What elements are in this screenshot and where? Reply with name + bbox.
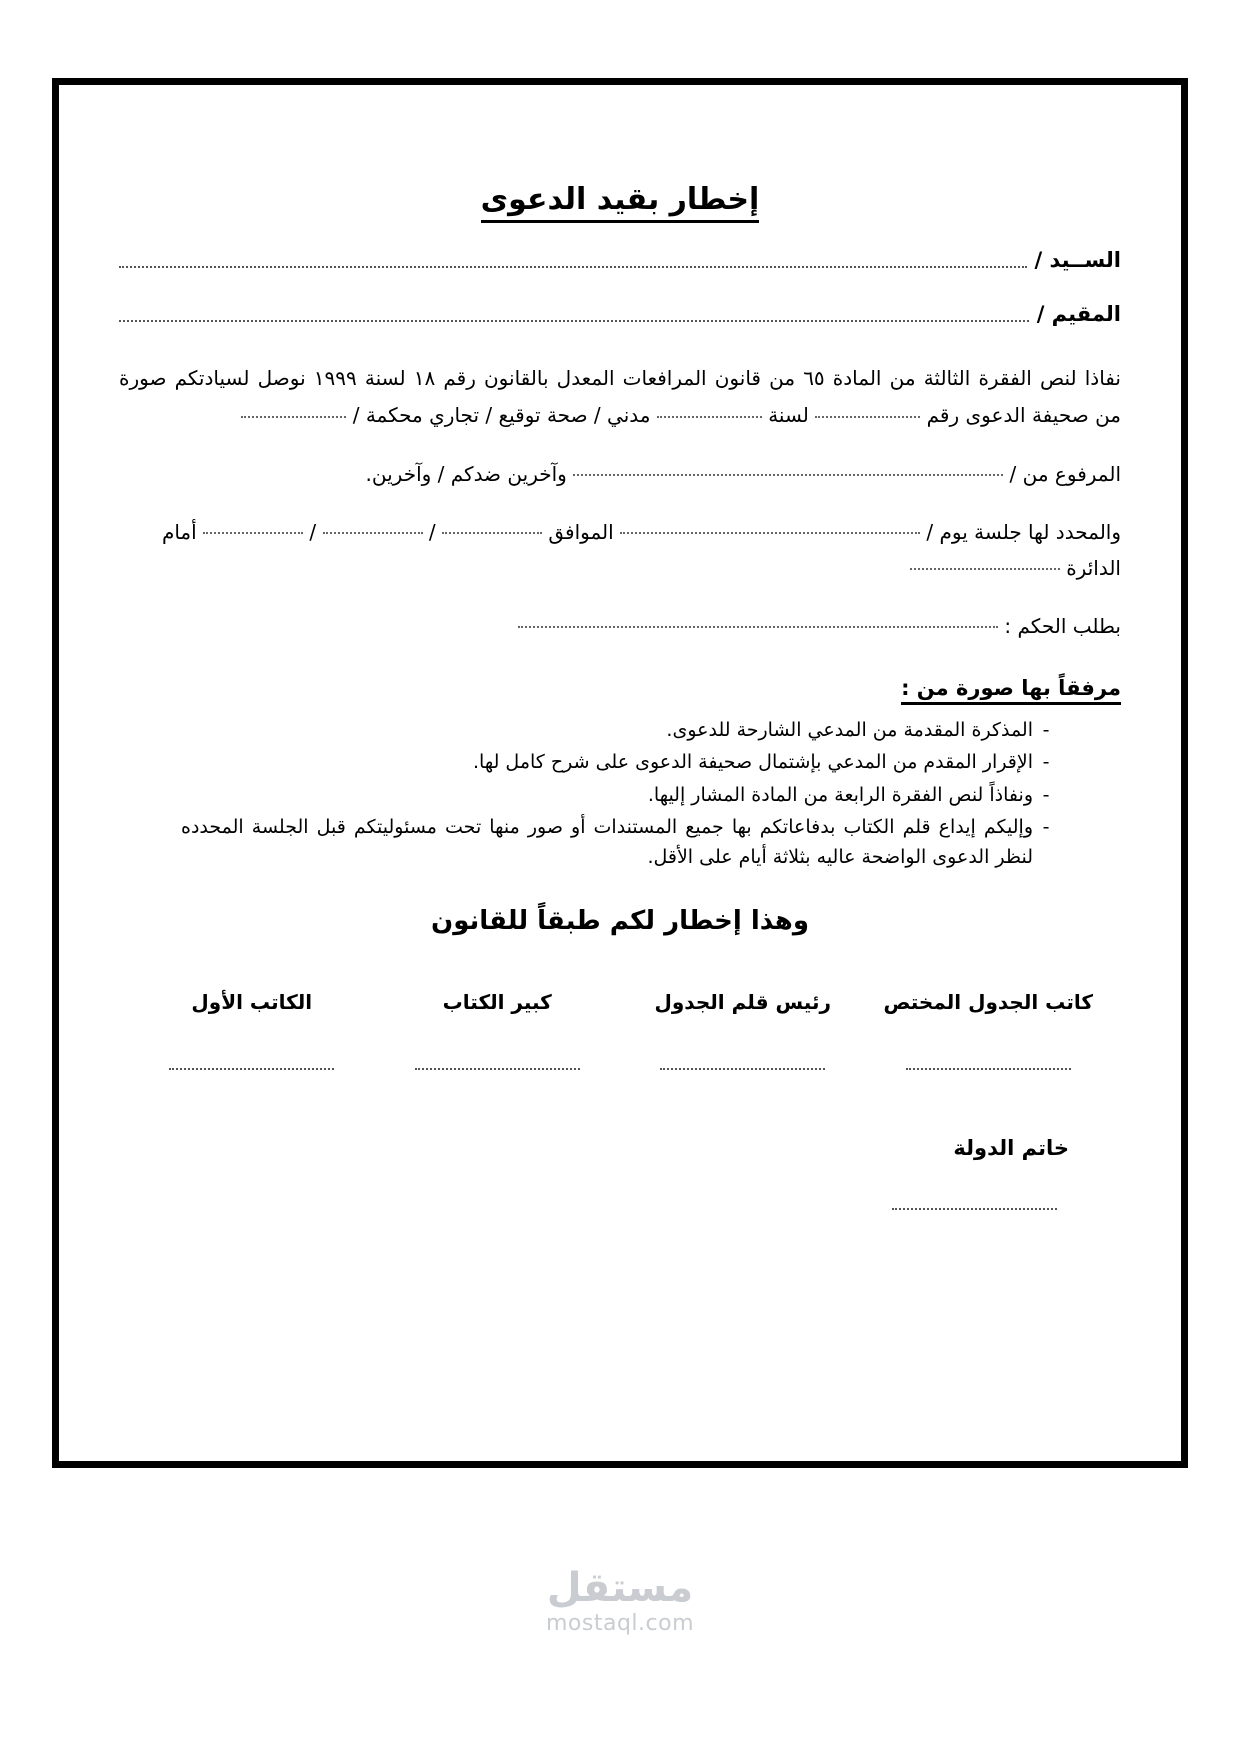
case-year-input[interactable] [657, 416, 762, 418]
hearing-date-sep-1: / [428, 520, 436, 544]
hearing-date-label: الموافق [548, 520, 614, 544]
hearing-date-day-input[interactable] [442, 532, 542, 534]
document-border [52, 78, 1188, 1468]
hearing-date-year-input[interactable] [203, 532, 303, 534]
list-item [181, 748, 1059, 777]
field-row-addressee [119, 248, 1121, 272]
state-stamp-title: خاتم الدولة [953, 1136, 1069, 1161]
judgment-request-label: بطلب الحكم : [1004, 614, 1121, 638]
list-item-text: المذكرة المقدمة من المدعي الشارحة للدعوى. [666, 719, 1033, 741]
signature-block-first-clerk [129, 990, 375, 1070]
state-stamp-block [119, 1136, 1121, 1210]
hearing-circuit-label: أمام الدائرة [161, 520, 1121, 580]
list-item-text: الإقرار المقدم من المدعي بإشتمال صحيفة الدعوى على شرح كامل لها. [473, 751, 1033, 774]
plaintiff-input[interactable] [573, 474, 1003, 476]
signature-input[interactable] [169, 1066, 334, 1070]
signature-input[interactable] [906, 1066, 1071, 1070]
signature-input[interactable] [660, 1066, 825, 1070]
judgment-request-line [119, 608, 1121, 644]
intro-paragraph-part2: لسنة [768, 403, 809, 427]
bullet-dash-icon: - [1042, 783, 1050, 806]
signature-block-chief-clerk [375, 990, 621, 1070]
state-stamp-input[interactable] [892, 1206, 1057, 1210]
bullet-dash-icon: - [1042, 751, 1050, 774]
signature-block-clerk-of-schedule [866, 990, 1112, 1070]
intro-paragraph [119, 360, 1121, 434]
list-item [181, 716, 1059, 745]
signature-title: كاتب الجدول المختص [883, 990, 1093, 1015]
bullet-dash-icon: - [1042, 719, 1050, 741]
watermark [0, 1567, 1240, 1636]
attachments-heading-text: مرفقاً بها صورة من : [901, 676, 1121, 705]
watermark-url: mostaql.com [545, 1611, 695, 1636]
field-row-residence [119, 302, 1121, 326]
signature-title: الكاتب الأول [191, 990, 313, 1015]
signature-input[interactable] [415, 1066, 580, 1070]
defendant-label: وآخرين ضدكم / وآخرين. [365, 462, 567, 486]
hearing-line [119, 514, 1121, 586]
case-number-input[interactable] [815, 416, 920, 418]
field-label-residence: المقيم / [1036, 302, 1121, 326]
list-item [181, 813, 1059, 872]
hearing-date-month-input[interactable] [323, 532, 423, 534]
signature-block-head-of-schedule-office [620, 990, 866, 1070]
field-input-addressee[interactable] [119, 249, 1027, 268]
plaintiff-line [119, 456, 1121, 492]
judgment-request-input[interactable] [518, 626, 998, 628]
page-title [119, 182, 1121, 218]
hearing-day-input[interactable] [620, 532, 920, 534]
document-body [59, 85, 1181, 1461]
field-label-addressee: الســيد / [1034, 248, 1121, 272]
signature-title: رئيس قلم الجدول [654, 990, 831, 1015]
attachments-list [181, 716, 1059, 872]
field-input-residence[interactable] [119, 303, 1029, 322]
hearing-circuit-input[interactable] [910, 568, 1060, 570]
court-name-input[interactable] [241, 416, 346, 418]
list-item-text: ونفاذاً لنص الفقرة الرابعة من المادة المشار إليها. [647, 783, 1033, 806]
list-item [181, 781, 1059, 810]
signature-title: كبير الكتاب [442, 990, 552, 1015]
signature-row [119, 990, 1121, 1070]
closing-statement: وهذا إخطار لكم طبقاً للقانون [431, 906, 809, 937]
hearing-day-label: والمحدد لها جلسة يوم / [926, 520, 1121, 544]
list-item-text: وإليكم إيداع قلم الكتاب بدفاعاتكم بها جميع المستندات أو صور منها تحت مسئوليتكم قبل الجلسة المحدده لنظر الدعوى الواضحة عاليه بثلاثة أيام على الأقل. [181, 816, 1033, 868]
intro-paragraph-part3: مدني / صحة توقيع / تجاري محكمة / [352, 403, 651, 427]
plaintiff-label: المرفوع من / [1009, 462, 1121, 486]
intro-paragraph-part1: نفاذا لنص الفقرة الثالثة من المادة ٦٥ من قانون المرافعات المعدل بالقانون رقم ١٨ لسنة ١٩٩٩ نوصل لسيادتكم صورة من صحيفة الدعوى رقم [119, 366, 1121, 427]
attachments-heading [119, 676, 1121, 700]
page-title-text: إخطار بقيد الدعوى [481, 182, 760, 223]
bullet-dash-icon: - [1042, 816, 1050, 839]
hearing-date-sep-2: / [309, 520, 317, 544]
watermark-brand: مستقل [546, 1565, 694, 1611]
